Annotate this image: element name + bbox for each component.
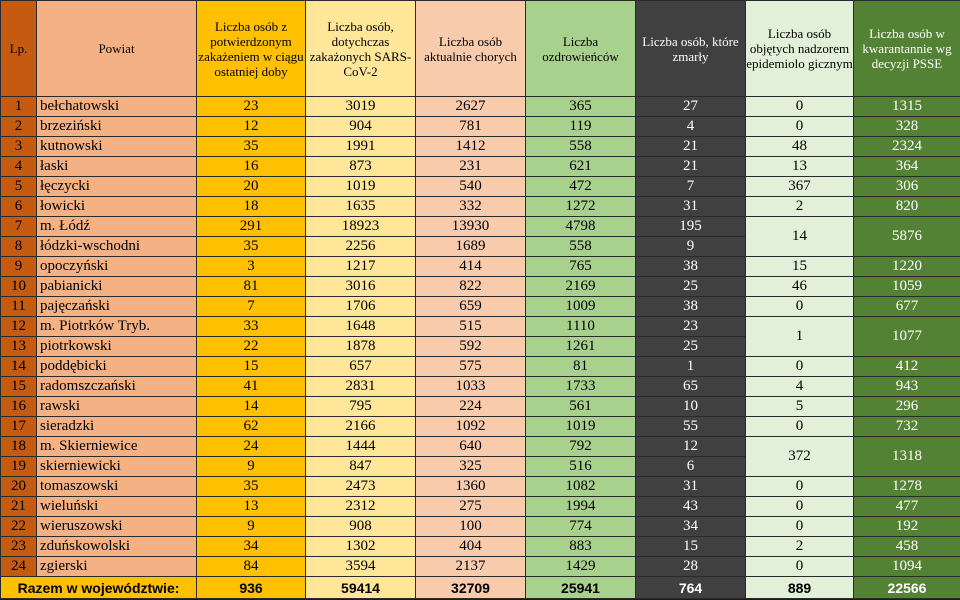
cell-quarantine: 1278 [854, 477, 960, 497]
cell-new-cases: 18 [197, 197, 306, 217]
table-row [1, 377, 960, 397]
cell-total-cases: 795 [306, 397, 416, 417]
cell-new-cases: 20 [197, 177, 306, 197]
cell-active: 575 [416, 357, 526, 377]
cell-supervision: 372 [746, 437, 854, 477]
cell-deaths: 7 [636, 177, 746, 197]
cell-active: 781 [416, 117, 526, 137]
cell-quarantine: 192 [854, 517, 960, 537]
cell-active: 2137 [416, 557, 526, 577]
cell-lp: 8 [1, 237, 37, 257]
cell-new-cases: 62 [197, 417, 306, 437]
cell-powiat: piotrkowski [37, 337, 197, 357]
cell-active: 515 [416, 317, 526, 337]
cell-supervision: 0 [746, 557, 854, 577]
cell-active: 100 [416, 517, 526, 537]
cell-lp: 2 [1, 117, 37, 137]
cell-quarantine: 2324 [854, 137, 960, 157]
table-row [1, 497, 960, 517]
cell-lp: 23 [1, 537, 37, 557]
totals-total: 59414 [306, 577, 416, 599]
table-row [1, 197, 960, 217]
cell-deaths: 23 [636, 317, 746, 337]
cell-powiat: skierniewicki [37, 457, 197, 477]
header-new-cases: Liczba osób z potwierdzonym zakażeniem w ciągu ostatniej doby [197, 1, 306, 97]
cell-lp: 20 [1, 477, 37, 497]
cell-recovered: 472 [526, 177, 636, 197]
cell-total-cases: 3019 [306, 97, 416, 117]
cell-deaths: 28 [636, 557, 746, 577]
table-row [1, 397, 960, 417]
cell-quarantine: 1220 [854, 257, 960, 277]
cell-total-cases: 1302 [306, 537, 416, 557]
cell-active: 1689 [416, 237, 526, 257]
cell-deaths: 6 [636, 457, 746, 477]
cell-lp: 10 [1, 277, 37, 297]
cell-total-cases: 2473 [306, 477, 416, 497]
cell-quarantine: 364 [854, 157, 960, 177]
cell-new-cases: 14 [197, 397, 306, 417]
cell-total-cases: 3594 [306, 557, 416, 577]
cell-supervision: 48 [746, 137, 854, 157]
header-powiat: Powiat [37, 1, 197, 97]
table-row [1, 357, 960, 377]
header-active: Liczba osób aktualnie chorych [416, 1, 526, 97]
cell-supervision: 2 [746, 197, 854, 217]
cell-powiat: radomszczański [37, 377, 197, 397]
table-row [1, 557, 960, 577]
cell-deaths: 31 [636, 197, 746, 217]
cell-quarantine: 5876 [854, 217, 960, 257]
table-row [1, 417, 960, 437]
totals-quarantine: 22566 [854, 577, 960, 599]
cell-supervision: 0 [746, 477, 854, 497]
cell-supervision: 15 [746, 257, 854, 277]
cell-lp: 1 [1, 97, 37, 117]
cell-recovered: 2169 [526, 277, 636, 297]
cell-powiat: m. Łódź [37, 217, 197, 237]
cell-deaths: 1 [636, 357, 746, 377]
cell-supervision: 5 [746, 397, 854, 417]
cell-total-cases: 1635 [306, 197, 416, 217]
cell-lp: 19 [1, 457, 37, 477]
totals-deaths: 764 [636, 577, 746, 599]
cell-supervision: 0 [746, 497, 854, 517]
table-row [1, 137, 960, 157]
header-recovered: Liczba ozdrowieńców [526, 1, 636, 97]
cell-quarantine: 820 [854, 197, 960, 217]
cell-recovered: 765 [526, 257, 636, 277]
cell-recovered: 365 [526, 97, 636, 117]
cell-powiat: kutnowski [37, 137, 197, 157]
cell-new-cases: 35 [197, 137, 306, 157]
cell-active: 2627 [416, 97, 526, 117]
cell-supervision: 0 [746, 357, 854, 377]
cell-powiat: łęczycki [37, 177, 197, 197]
cell-lp: 9 [1, 257, 37, 277]
cell-supervision: 13 [746, 157, 854, 177]
cell-recovered: 1019 [526, 417, 636, 437]
cell-deaths: 21 [636, 157, 746, 177]
cell-total-cases: 904 [306, 117, 416, 137]
table-row [1, 177, 960, 197]
cell-powiat: poddębicki [37, 357, 197, 377]
cell-powiat: zgierski [37, 557, 197, 577]
cell-lp: 15 [1, 377, 37, 397]
cell-deaths: 4 [636, 117, 746, 137]
cell-new-cases: 22 [197, 337, 306, 357]
cell-total-cases: 1217 [306, 257, 416, 277]
cell-active: 275 [416, 497, 526, 517]
cell-supervision: 0 [746, 297, 854, 317]
cell-total-cases: 18923 [306, 217, 416, 237]
table-row [1, 257, 960, 277]
cell-recovered: 4798 [526, 217, 636, 237]
cell-deaths: 12 [636, 437, 746, 457]
cell-powiat: tomaszowski [37, 477, 197, 497]
cell-lp: 7 [1, 217, 37, 237]
cell-supervision: 367 [746, 177, 854, 197]
cell-lp: 18 [1, 437, 37, 457]
cell-active: 1412 [416, 137, 526, 157]
cell-active: 1092 [416, 417, 526, 437]
cell-deaths: 38 [636, 297, 746, 317]
cell-quarantine: 732 [854, 417, 960, 437]
table-row [1, 317, 960, 337]
cell-new-cases: 16 [197, 157, 306, 177]
cell-deaths: 15 [636, 537, 746, 557]
cell-total-cases: 847 [306, 457, 416, 477]
cell-total-cases: 1706 [306, 297, 416, 317]
cell-active: 231 [416, 157, 526, 177]
cell-lp: 22 [1, 517, 37, 537]
cell-lp: 4 [1, 157, 37, 177]
header-row [1, 1, 960, 97]
cell-quarantine: 677 [854, 297, 960, 317]
totals-recovered: 25941 [526, 577, 636, 599]
cell-recovered: 883 [526, 537, 636, 557]
cell-total-cases: 1991 [306, 137, 416, 157]
cell-active: 592 [416, 337, 526, 357]
header-total-cases: Liczba osób, dotychczas zakażonych SARS-CoV-2 [306, 1, 416, 97]
cell-lp: 24 [1, 557, 37, 577]
cell-total-cases: 657 [306, 357, 416, 377]
cell-new-cases: 3 [197, 257, 306, 277]
cell-lp: 16 [1, 397, 37, 417]
cell-active: 332 [416, 197, 526, 217]
table-row [1, 277, 960, 297]
cell-quarantine: 1094 [854, 557, 960, 577]
cell-active: 404 [416, 537, 526, 557]
cell-quarantine: 1077 [854, 317, 960, 357]
cell-powiat: wieruszowski [37, 517, 197, 537]
cell-quarantine: 458 [854, 537, 960, 557]
cell-new-cases: 7 [197, 297, 306, 317]
cell-lp: 12 [1, 317, 37, 337]
cell-new-cases: 41 [197, 377, 306, 397]
cell-deaths: 65 [636, 377, 746, 397]
cell-powiat: łaski [37, 157, 197, 177]
table-row [1, 217, 960, 237]
cell-total-cases: 908 [306, 517, 416, 537]
cell-active: 414 [416, 257, 526, 277]
cell-supervision: 2 [746, 537, 854, 557]
cell-recovered: 1733 [526, 377, 636, 397]
cell-supervision: 0 [746, 117, 854, 137]
cell-deaths: 10 [636, 397, 746, 417]
header-deaths: Liczba osób, które zmarły [636, 1, 746, 97]
cell-recovered: 774 [526, 517, 636, 537]
table-row [1, 477, 960, 497]
cell-active: 224 [416, 397, 526, 417]
header-lp: Lp. [1, 1, 37, 97]
cell-powiat: wieluński [37, 497, 197, 517]
cell-total-cases: 2831 [306, 377, 416, 397]
cell-powiat: rawski [37, 397, 197, 417]
totals-label: Razem w województwie: [1, 577, 197, 599]
cell-powiat: łowicki [37, 197, 197, 217]
cell-recovered: 516 [526, 457, 636, 477]
cell-recovered: 1272 [526, 197, 636, 217]
table-row [1, 97, 960, 117]
cell-active: 325 [416, 457, 526, 477]
cell-new-cases: 35 [197, 237, 306, 257]
table-row [1, 117, 960, 137]
cell-active: 13930 [416, 217, 526, 237]
cell-new-cases: 15 [197, 357, 306, 377]
cell-powiat: pabianicki [37, 277, 197, 297]
cell-supervision: 14 [746, 217, 854, 257]
cell-powiat: łódzki-wschodni [37, 237, 197, 257]
cell-new-cases: 24 [197, 437, 306, 457]
cell-recovered: 1429 [526, 557, 636, 577]
cell-new-cases: 81 [197, 277, 306, 297]
header-supervision: Liczba osób objętych nadzorem epidemiolo gicznym [746, 1, 854, 97]
table-row [1, 437, 960, 457]
cell-recovered: 81 [526, 357, 636, 377]
cell-quarantine: 1059 [854, 277, 960, 297]
cell-powiat: brzeziński [37, 117, 197, 137]
cell-quarantine: 943 [854, 377, 960, 397]
cell-deaths: 34 [636, 517, 746, 537]
totals-active: 32709 [416, 577, 526, 599]
cell-powiat: bełchatowski [37, 97, 197, 117]
cell-total-cases: 1878 [306, 337, 416, 357]
cell-deaths: 38 [636, 257, 746, 277]
cell-supervision: 4 [746, 377, 854, 397]
cell-powiat: m. Skierniewice [37, 437, 197, 457]
cell-new-cases: 13 [197, 497, 306, 517]
cell-new-cases: 9 [197, 457, 306, 477]
cell-lp: 21 [1, 497, 37, 517]
cell-quarantine: 412 [854, 357, 960, 377]
cell-lp: 6 [1, 197, 37, 217]
cell-recovered: 1110 [526, 317, 636, 337]
cell-recovered: 792 [526, 437, 636, 457]
cell-new-cases: 9 [197, 517, 306, 537]
cell-new-cases: 33 [197, 317, 306, 337]
cell-new-cases: 12 [197, 117, 306, 137]
cell-total-cases: 1444 [306, 437, 416, 457]
cell-new-cases: 35 [197, 477, 306, 497]
cell-quarantine: 328 [854, 117, 960, 137]
cell-powiat: opoczyński [37, 257, 197, 277]
cell-lp: 13 [1, 337, 37, 357]
cell-new-cases: 291 [197, 217, 306, 237]
cell-deaths: 43 [636, 497, 746, 517]
table-row [1, 537, 960, 557]
cell-new-cases: 23 [197, 97, 306, 117]
cell-deaths: 27 [636, 97, 746, 117]
cell-supervision: 0 [746, 97, 854, 117]
totals-new: 936 [197, 577, 306, 599]
cell-active: 1360 [416, 477, 526, 497]
cell-active: 822 [416, 277, 526, 297]
table-row [1, 157, 960, 177]
cell-deaths: 25 [636, 277, 746, 297]
totals-row [1, 577, 960, 599]
cell-supervision: 0 [746, 417, 854, 437]
cell-powiat: sieradzki [37, 417, 197, 437]
table-row [1, 297, 960, 317]
cell-lp: 14 [1, 357, 37, 377]
header-quarantine: Liczba osób w kwarantannie wg decyzji PSSE [854, 1, 960, 97]
cell-quarantine: 1315 [854, 97, 960, 117]
cell-total-cases: 2256 [306, 237, 416, 257]
cell-deaths: 31 [636, 477, 746, 497]
cell-lp: 11 [1, 297, 37, 317]
cell-total-cases: 2312 [306, 497, 416, 517]
cell-recovered: 1994 [526, 497, 636, 517]
cell-quarantine: 477 [854, 497, 960, 517]
cell-quarantine: 1318 [854, 437, 960, 477]
cell-lp: 3 [1, 137, 37, 157]
cell-deaths: 55 [636, 417, 746, 437]
table-body [1, 97, 960, 577]
cell-recovered: 1261 [526, 337, 636, 357]
cell-powiat: zduńskowolski [37, 537, 197, 557]
cell-recovered: 1082 [526, 477, 636, 497]
cell-recovered: 558 [526, 237, 636, 257]
cell-quarantine: 306 [854, 177, 960, 197]
cell-powiat: m. Piotrków Tryb. [37, 317, 197, 337]
cell-new-cases: 84 [197, 557, 306, 577]
cell-quarantine: 296 [854, 397, 960, 417]
cell-total-cases: 2166 [306, 417, 416, 437]
cell-total-cases: 3016 [306, 277, 416, 297]
cell-active: 1033 [416, 377, 526, 397]
cell-active: 659 [416, 297, 526, 317]
cell-recovered: 621 [526, 157, 636, 177]
cell-total-cases: 873 [306, 157, 416, 177]
cell-active: 540 [416, 177, 526, 197]
cell-total-cases: 1019 [306, 177, 416, 197]
cell-recovered: 561 [526, 397, 636, 417]
cell-active: 640 [416, 437, 526, 457]
cell-lp: 17 [1, 417, 37, 437]
cell-recovered: 1009 [526, 297, 636, 317]
cell-deaths: 25 [636, 337, 746, 357]
cell-deaths: 9 [636, 237, 746, 257]
cell-new-cases: 34 [197, 537, 306, 557]
cell-supervision: 0 [746, 517, 854, 537]
table-row [1, 517, 960, 537]
cell-deaths: 195 [636, 217, 746, 237]
cell-total-cases: 1648 [306, 317, 416, 337]
cell-supervision: 46 [746, 277, 854, 297]
cell-recovered: 119 [526, 117, 636, 137]
cell-lp: 5 [1, 177, 37, 197]
totals-supervision: 889 [746, 577, 854, 599]
cell-deaths: 21 [636, 137, 746, 157]
cell-recovered: 558 [526, 137, 636, 157]
cell-powiat: pajęczański [37, 297, 197, 317]
cell-supervision: 1 [746, 317, 854, 357]
